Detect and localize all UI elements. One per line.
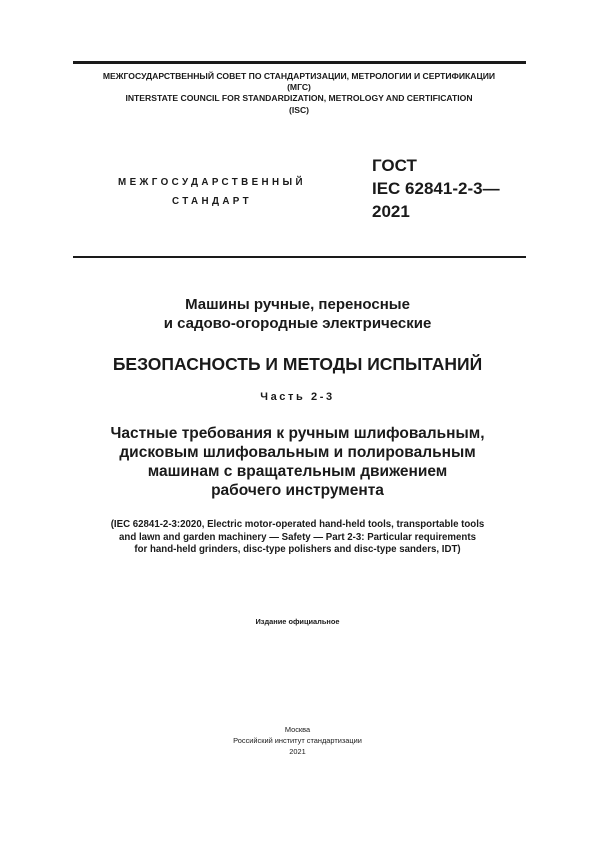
main-title: БЕЗОПАСНОСТЬ И МЕТОДЫ ИСПЫТАНИЙ [112,354,483,374]
tool-name-line: и садово-огородные электрические [163,315,432,332]
standard-designation [372,154,500,223]
publisher-city: Москва [284,725,311,734]
council-name-en: INTERSTATE COUNCIL FOR STANDARDIZATION, METROLOGY AND CERTIFICATION [125,93,473,104]
iec-line: and lawn and garden machinery — Safety — Part 2-3: Particular requirements [119,531,476,543]
council-abbr-ru: (МГС) [287,82,311,93]
iec-number: IEC 62841-2-3— [372,179,500,198]
council-header [60,71,538,116]
council-abbr-en: (ISC) [288,104,310,115]
particular-line: Частные требования к ручным шлифовальным, [110,425,485,442]
interstate-word: МЕЖГОСУДАРСТВЕННЫЙ [118,177,306,188]
interstate-standard-label [80,173,344,211]
part-number: Часть 2-3 [260,391,335,403]
particular-line: рабочего инструмента [211,482,384,499]
standard-word: СТАНДАРТ [172,196,252,207]
particular-line: дисковым шлифовальным и полировальным [119,444,476,461]
iec-reference [40,519,555,557]
particular-line: машинам с вращательным движением [147,463,448,480]
publisher-block [40,724,555,757]
standard-year: 2021 [372,202,410,221]
middle-rule [73,256,526,258]
gost-label: ГОСТ [372,156,417,175]
council-name-ru: МЕЖГОСУДАРСТВЕННЫЙ СОВЕТ ПО СТАНДАРТИЗАЦИИ, МЕТРОЛОГИИ И СЕРТИФИКАЦИИ [102,71,496,81]
iec-line: for hand-held grinders, disc-type polishers and disc-type sanders, IDT) [134,544,461,555]
publication-year: 2021 [289,747,306,756]
publisher-institute: Российский институт стандартизации [233,736,362,745]
iec-line: (IEC 62841-2-3:2020, Electric motor-operated hand-held tools, transportable tools [110,519,485,530]
tool-name [40,295,555,333]
particular-requirements-title [40,424,555,500]
tool-name-line: Машины ручные, переносные [185,296,410,313]
top-rule [73,61,526,64]
edition-note: Издание официальное [255,617,340,626]
